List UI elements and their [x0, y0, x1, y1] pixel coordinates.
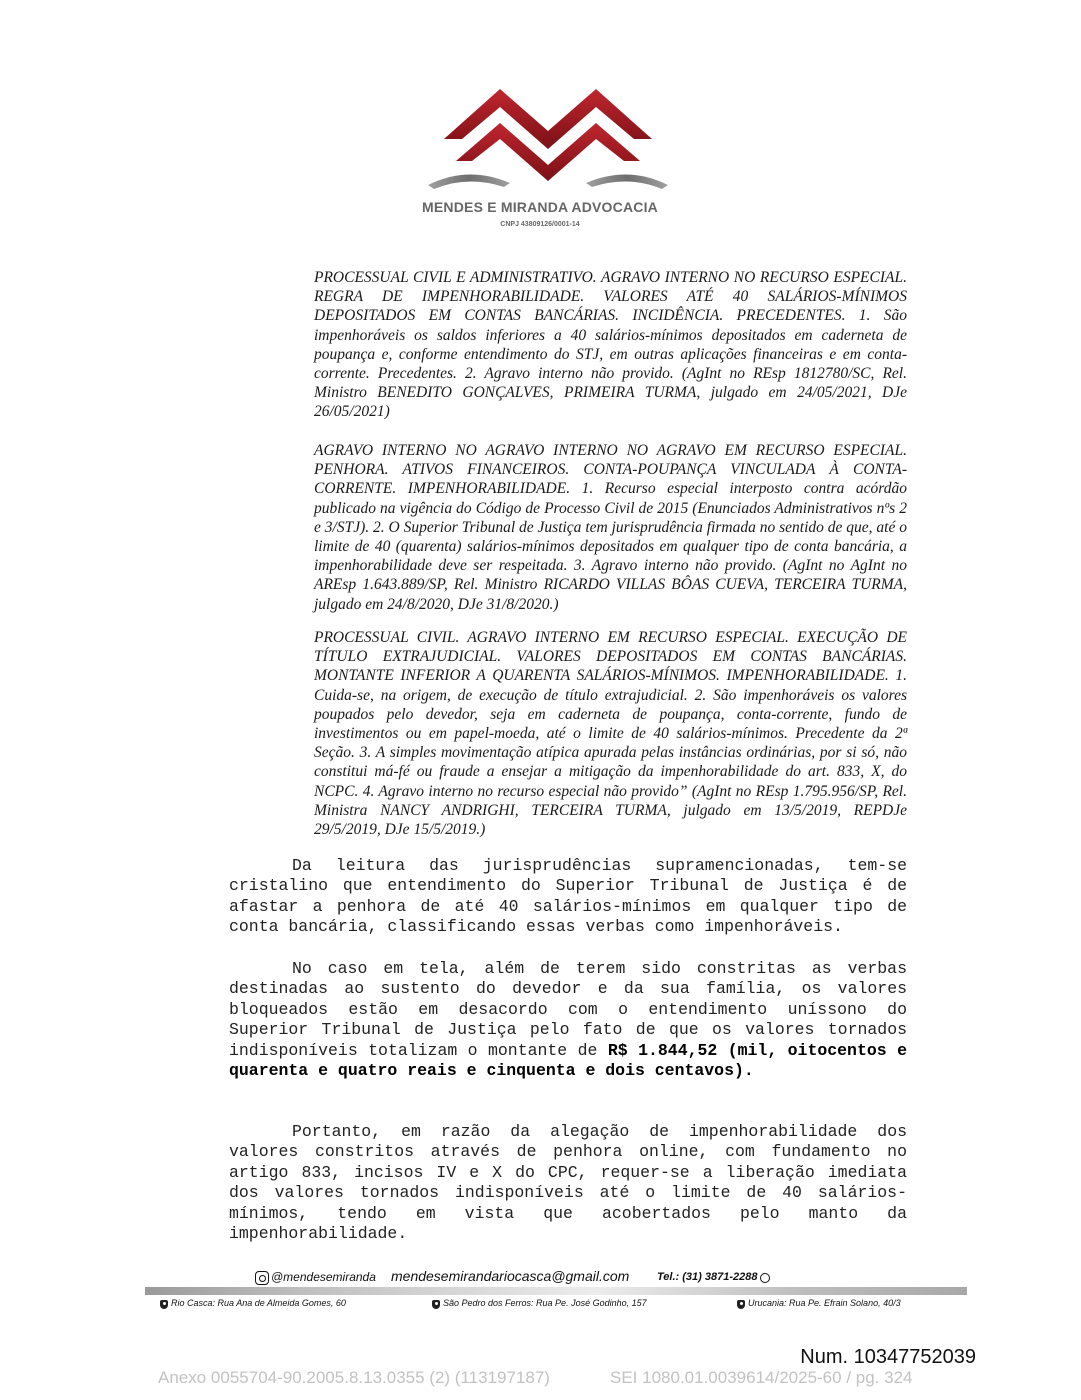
address-sao-pedro	[432, 1298, 647, 1309]
footer-email: mendesemirandariocasca@gmail.com	[391, 1268, 630, 1284]
jurisprudence-quote-2: AGRAVO INTERNO NO AGRAVO INTERNO NO AGRAVO EM RECURSO ESPECIAL. PENHORA. ATIVOS FINANCEIROS. CONTA-POUPANÇA VINCULADA À CONTA-CORRENTE. IMPENHORABILIDADE. 1. Recurso especial interposto contra acórdão publicado na vigência do Código de Processo Civil de 2015 (Enunciados Administrativos nºs 2 e 3/STJ). 2. O Superior Tribunal de Justiça tem jurisprudência firmada no sentido de que, até o limite de 40 (quarenta) salários-mínimos depositados em qualquer tipo de conta bancária, a impenhorabilidade deve ser respeitada. 3. Agravo interno não provido. (AgInt no AgInt no AREsp 1.643.889/SP, Rel. Ministro RICARDO VILLAS BÔAS CUEVA, TERCEIRA TURMA, julgado em 24/8/2020, DJe 31/8/2020.)	[314, 442, 907, 613]
blocked-amount: R$ 1.844,52 (mil, oitocentos e quarenta e quatro reais e cinquenta e dois centavos).	[229, 1040, 907, 1081]
body-paragraph-3: Portanto, em razão da alegação de impenhorabilidade dos valores constritos através de penhora online, com fundamento no artigo 833, incisos IV e X do CPC, requer-se a liberação imediata dos valores tornados indisponíveis até o limite de 40 salários-mínimos, tendo em vista que acobertados pelo manto da impenhorabilidade.	[229, 1122, 907, 1244]
body-paragraph-2-text: No caso em tela, além de terem sido constritas as verbas destinadas ao sustento do devedor e da sua família, os valores bloqueados estão em desacordo com o entendimento uníssono do Superior Tribunal de Justiça pelo fato de que os valores tornados indisponíveis totalizam o montante de	[229, 959, 907, 1060]
jurisprudence-quote-1: PROCESSUAL CIVIL E ADMINISTRATIVO. AGRAVO INTERNO NO RECURSO ESPECIAL. REGRA DE IMPENHORABILIDADE. VALORES ATÉ 40 SALÁRIOS-MÍNIMOS DEPOSITADOS EM CONTAS BANCÁRIAS. INCIDÊNCIA. PRECEDENTES. 1. São impenhoráveis os saldos inferiores a 40 salários-mínimos depositados em caderneta de poupança e, conforme entendimento do STJ, em outras aplicações financeiras e em conta-corrente. Precedentes. 2. Agravo interno não provido. (AgInt no REsp 1812780/SC, Rel. Ministro BENEDITO GONÇALVES, PRIMEIRA TURMA, julgado em 24/05/2021, DJe 26/05/2021)	[314, 269, 907, 421]
instagram-handle: @mendesemiranda	[271, 1270, 376, 1284]
address-rio-casca	[160, 1298, 346, 1309]
address-text: São Pedro dos Ferros: Rua Pe. José Godinho, 157	[443, 1298, 647, 1308]
document-number: Num. 10347752039	[800, 1346, 976, 1368]
firm-logo	[420, 85, 676, 195]
annex-reference: Anexo 0055704-90.2005.8.13.0355 (2) (113197187)	[158, 1368, 550, 1387]
firm-cnpj: CNPJ 43809126/0001-14	[500, 221, 580, 228]
jurisprudence-quote-3: PROCESSUAL CIVIL. AGRAVO INTERNO EM RECURSO ESPECIAL. EXECUÇÃO DE TÍTULO EXTRAJUDICIAL. VALORES DEPOSITADOS EM CONTAS BANCÁRIAS. MONTANTE INFERIOR A QUARENTA SALÁRIOS-MÍNIMOS. IMPENHORABILIDADE. 1. Cuida-se, na origem, de execução de título extrajudicial. 2. São impenhoráveis os valores poupados pelo devedor, seja em caderneta de poupança, conta-corrente, fundo de investimentos ou em papel-moeda, até o limite de 40 salários-mínimos. Precedente da 2ª Seção. 3. A simples movimentação atípica apurada pelas instâncias ordinárias, por si só, não constitui má-fé ou fraude a ensejar a mitigação da impenhorabilidade do art. 833, X, do NCPC. 4. Agravo interno no recurso especial não provido” (AgInt no REsp 1.795.956/SP, Rel. Ministra NANCY ANDRIGHI, TERCEIRA TURMA, julgado em 13/5/2019, REPDJe 29/5/2019, DJe 15/5/2019.)	[314, 629, 907, 839]
instagram-icon	[255, 1271, 269, 1285]
footer-phone: Tel.: (31) 3871-2288	[657, 1271, 758, 1283]
body-paragraph-1: Da leitura das jurisprudências supramencionadas, tem-se cristalino que entendimento do Superior Tribunal de Justiça é de afastar a penhora de até 40 salários-mínimos em qualquer tipo de conta bancária, classificando essas verbas como impenhoráveis.	[229, 856, 907, 937]
body-paragraph-2	[229, 959, 907, 1081]
address-urucania	[737, 1298, 901, 1309]
firm-name: MENDES E MIRANDA ADVOCACIA	[422, 199, 658, 215]
location-pin-icon	[160, 1300, 168, 1309]
address-text: Rio Casca: Rua Ana de Almeida Gomes, 60	[171, 1298, 346, 1308]
location-pin-icon	[432, 1300, 440, 1309]
location-pin-icon	[737, 1300, 745, 1309]
address-text: Urucania: Rua Pe. Efrain Solano, 40/3	[748, 1298, 901, 1308]
footer-divider	[145, 1287, 967, 1295]
sei-reference: SEI 1080.01.0039614/2025-60 / pg. 324	[610, 1368, 913, 1387]
whatsapp-icon	[760, 1273, 770, 1283]
